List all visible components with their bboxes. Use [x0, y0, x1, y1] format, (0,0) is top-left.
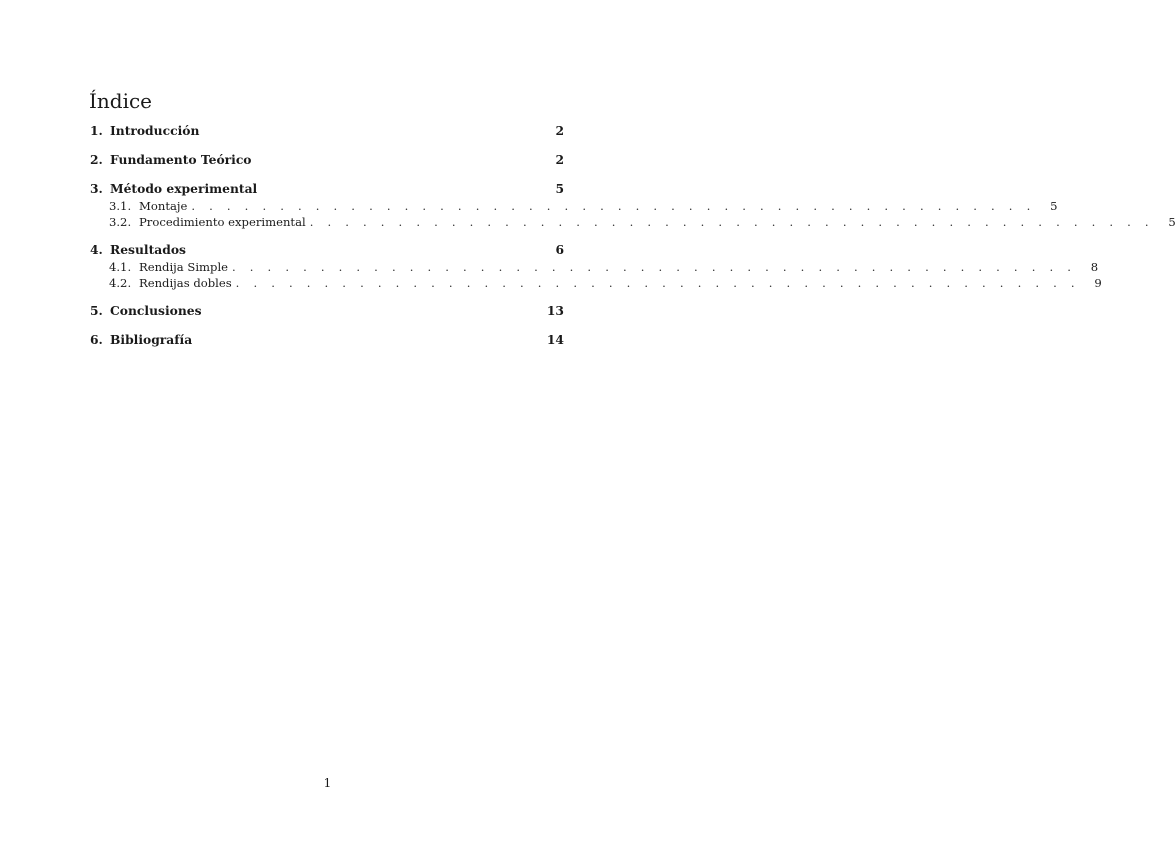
section-number: 1. [90, 123, 103, 138]
toc-entry[interactable] [90, 122, 564, 140]
section-page-number: 14 [546, 332, 564, 347]
section-title: Resultados [110, 242, 186, 257]
table-of-contents [90, 122, 1176, 349]
subsection-number: 4.1. [109, 260, 132, 274]
section-page-number: 6 [555, 242, 564, 257]
section-title: Conclusiones [110, 303, 202, 318]
section-title: Introducción [110, 123, 200, 138]
page-number: 1 [323, 776, 332, 790]
dot-leader: . . . . . . . . . . . . . . . . . . . . . . . . . . . . . . . . . . . . . . . . . . . . . . . . [191, 199, 1036, 213]
section-number: 5. [90, 303, 103, 318]
section-page-number: 5 [555, 181, 564, 196]
section-number: 4. [90, 242, 103, 257]
dot-leader: . . . . . . . . . . . . . . . . . . . . . . . . . . . . . . . . . . . . . . . . . . . . . . . . [232, 260, 1077, 274]
section-title: Fundamento Teórico [110, 152, 252, 167]
subsection-page-number: 5 [1050, 199, 1058, 213]
toc-subentry[interactable] [90, 275, 1102, 291]
toc-entry[interactable] [90, 180, 564, 198]
subsection-page-number: 9 [1094, 276, 1102, 290]
toc-section [90, 180, 1176, 230]
section-number: 6. [90, 332, 103, 347]
toc-subentry[interactable] [90, 259, 1099, 275]
toc-section [90, 331, 564, 349]
dot-leader: . . . . . . . . . . . . . . . . . . . . . . . . . . . . . . . . . . . . . . . . . . . . . . . . [235, 276, 1080, 290]
toc-section [90, 151, 564, 169]
subsection-page-number: 8 [1090, 260, 1099, 274]
section-page-number: 2 [555, 152, 564, 167]
toc-subentry[interactable] [90, 214, 1176, 230]
subsection-page-number: 5 [1168, 215, 1176, 229]
subsection-title: Procedimiento experimental [139, 215, 306, 229]
section-page-number: 13 [546, 303, 564, 318]
subsection-title: Montaje [139, 199, 188, 213]
toc-entry[interactable] [90, 241, 564, 259]
section-number: 2. [90, 152, 103, 167]
toc-heading: Índice [89, 89, 153, 113]
section-title: Método experimental [110, 181, 258, 196]
toc-section [90, 122, 564, 140]
dot-leader: . . . . . . . . . . . . . . . . . . . . . . . . . . . . . . . . . . . . . . . . . . . . . . . . [309, 215, 1154, 229]
section-page-number: 2 [555, 123, 564, 138]
toc-section [90, 302, 564, 320]
subsection-number: 3.2. [109, 215, 132, 229]
subsection-title: Rendija Simple [139, 260, 229, 274]
subsection-title: Rendijas dobles [139, 276, 232, 290]
toc-subentry[interactable] [90, 198, 1058, 214]
section-title: Bibliografía [110, 332, 193, 347]
subsection-number: 3.1. [109, 199, 132, 213]
toc-section [90, 241, 1102, 291]
toc-entry[interactable] [90, 331, 564, 349]
section-number: 3. [90, 181, 103, 196]
toc-entry[interactable] [90, 151, 564, 169]
subsection-number: 4.2. [109, 276, 132, 290]
toc-entry[interactable] [90, 302, 564, 320]
